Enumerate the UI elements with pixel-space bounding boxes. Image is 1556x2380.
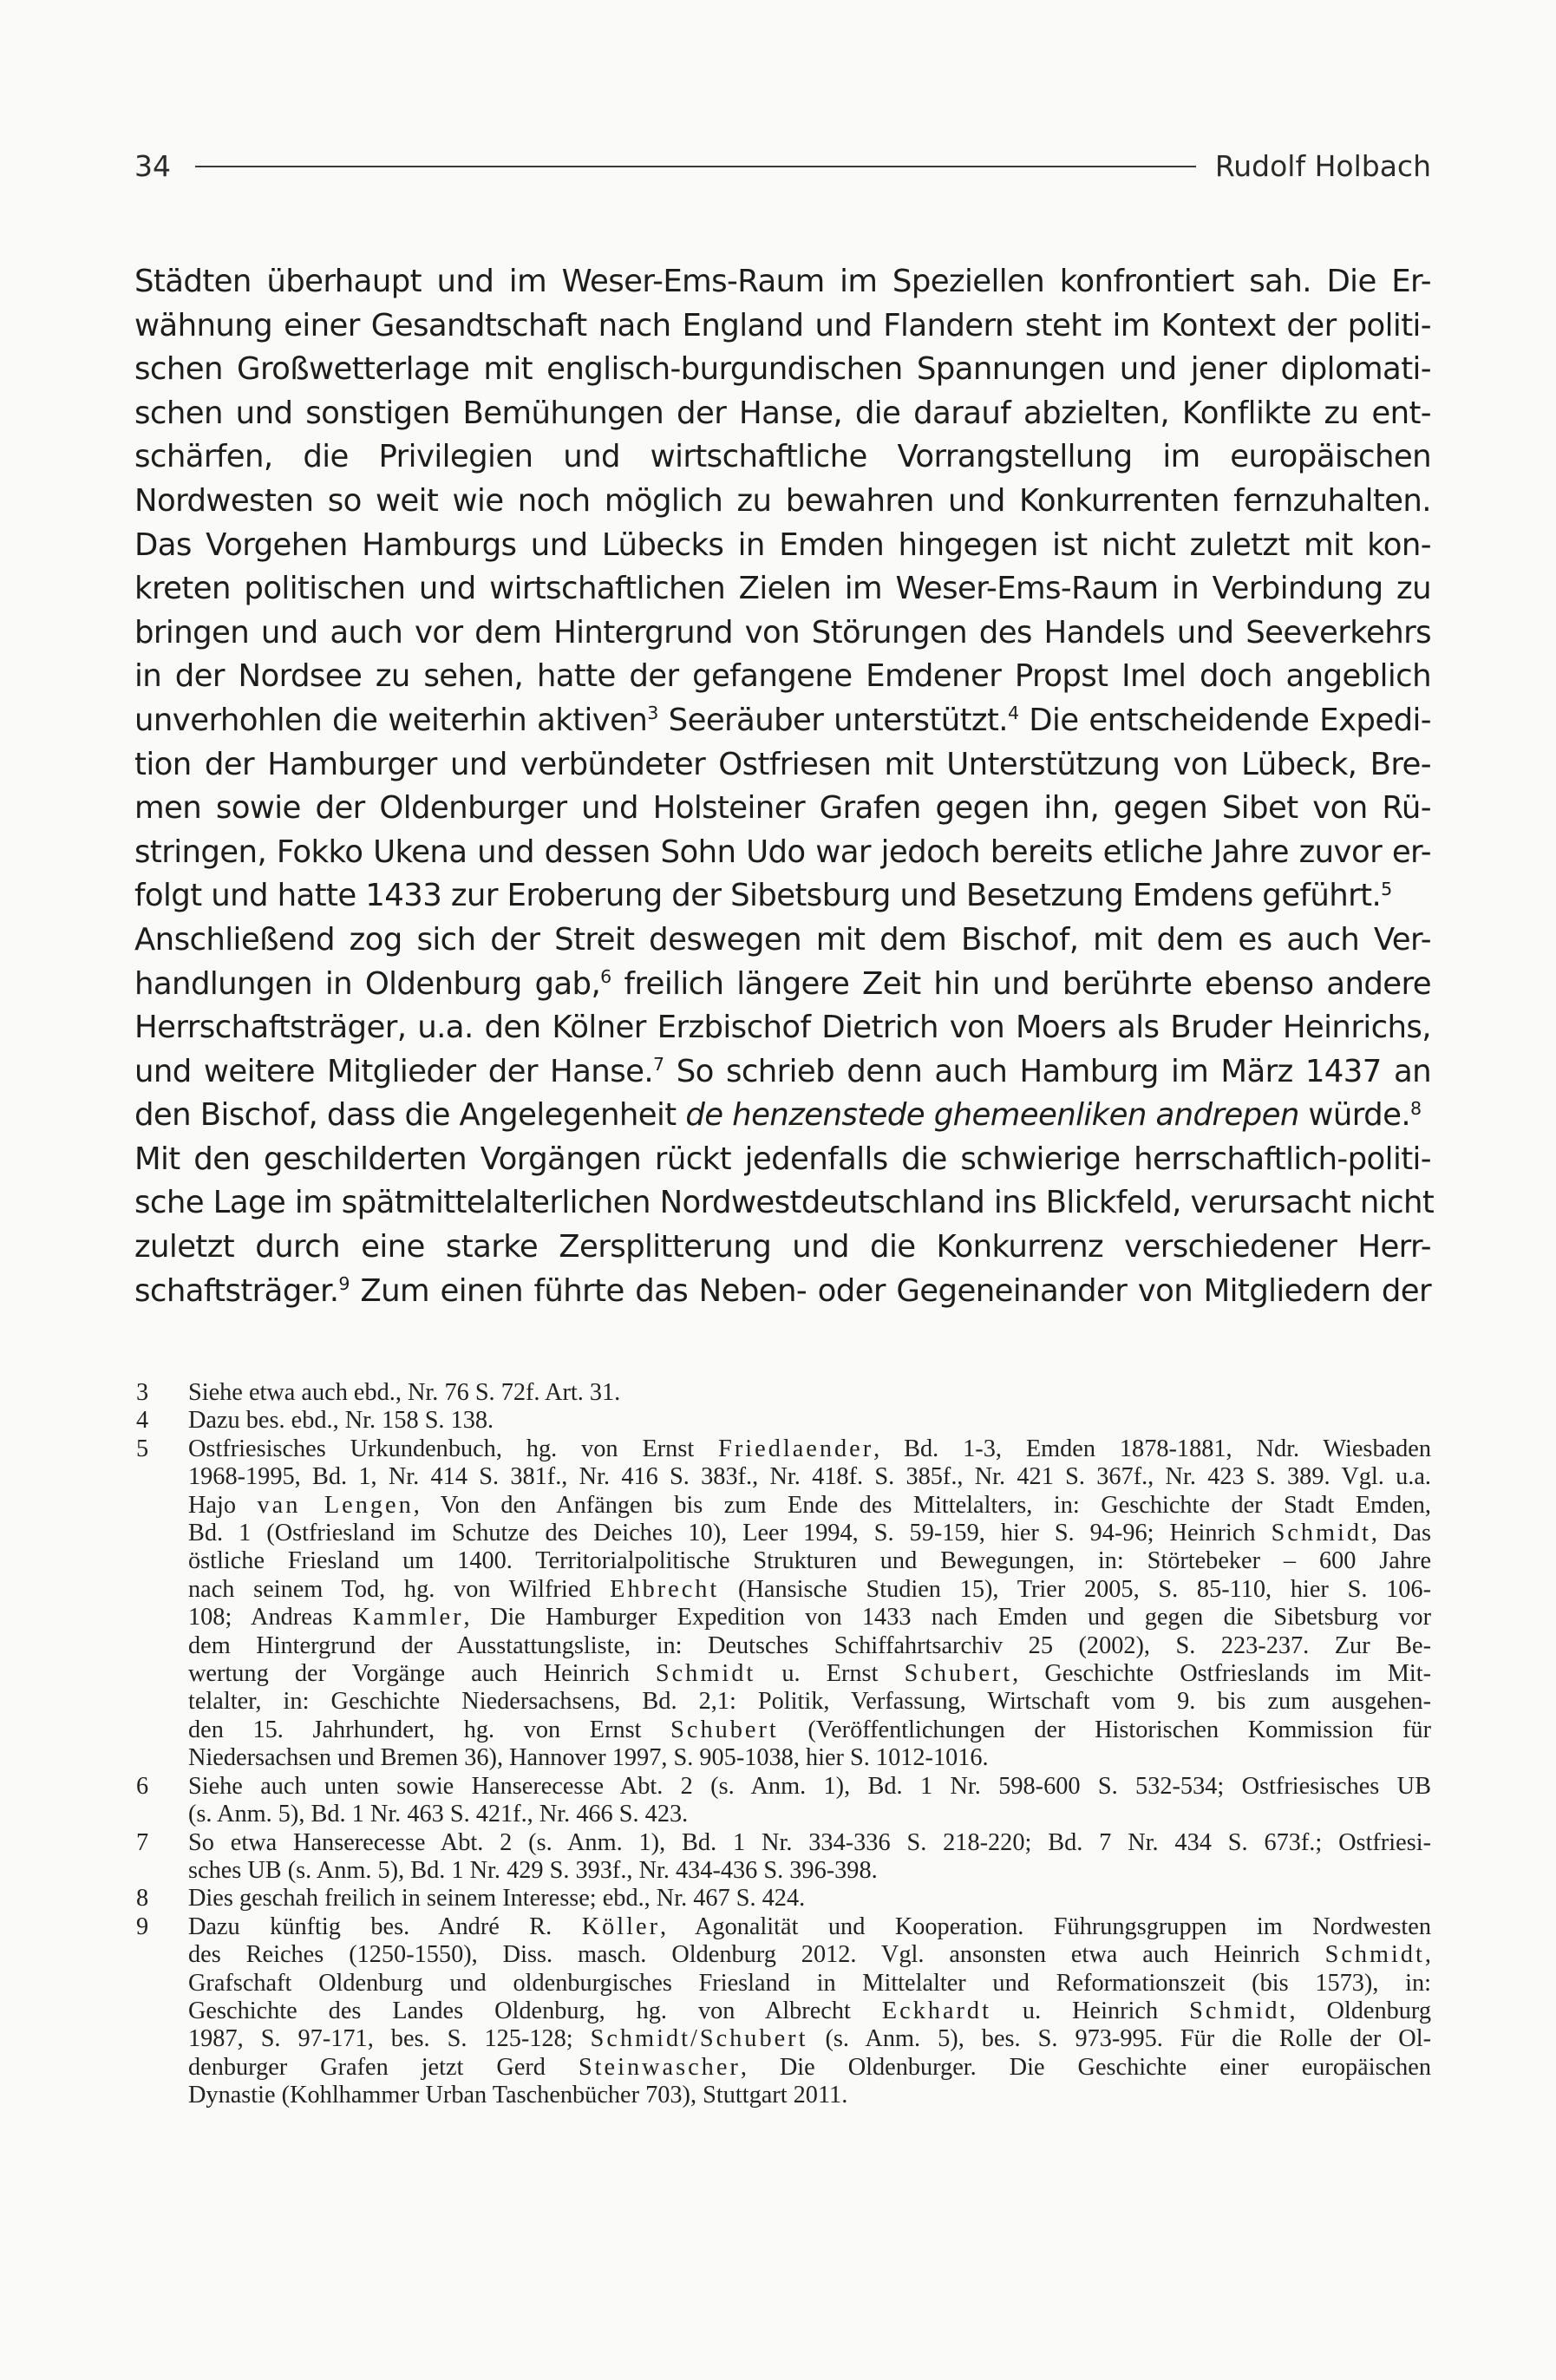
text-run: nach seinem Tod, hg. von Wilfried xyxy=(188,1575,611,1603)
text-line xyxy=(134,963,1431,1007)
text-run: schaftsträger. xyxy=(134,1272,339,1309)
footnote-ref-6[interactable]: 6 xyxy=(600,965,611,987)
footnote-line xyxy=(188,1435,1431,1463)
running-head-author: Rudolf Holbach xyxy=(1214,149,1431,183)
text-run: Zum einen führte das Neben- oder Gegeneinander von Mitgliedern der xyxy=(349,1272,1431,1309)
text-run: den 15. Jahrhundert, hg. von Ernst xyxy=(188,1716,671,1743)
text-line: Herrschaftsträger, u.a. den Kölner Erzbischof Dietrich von Moers als Bruder Heinrichs, xyxy=(134,1010,1431,1046)
text-run: u. Heinrich xyxy=(990,1997,1190,2024)
text-run: , Oldenburg xyxy=(1289,1997,1431,2024)
text-run: den Bischof, dass die Angelegenheit xyxy=(134,1097,686,1134)
footnote-line: Dynastie (Kohlhammer Urban Taschenbücher 703), Stuttgart 2011. xyxy=(188,2082,848,2109)
italic-quote: de henzenstede ghemeenliken andrepen xyxy=(685,1097,1299,1134)
footnote-5 xyxy=(134,1435,1431,1773)
text-run: 1987, S. 97-171, bes. S. 125-128; xyxy=(188,2025,591,2053)
footnote-line: telalter, in: Geschichte Niedersachsens, Bd. 2,1: Politik, Verfassung, Wirtschaft vom 9. bis zum ausgehen- xyxy=(188,1688,1431,1716)
text-line: stringen, Fokko Ukena und dessen Sohn Udo war jedoch bereits etliche Jahre zuvor er- xyxy=(134,834,1431,870)
text-run: , Bd. 1-3, Emden 1878-1881, Ndr. Wiesbaden xyxy=(873,1435,1432,1462)
footnote-line: Siehe etwa auch ebd., Nr. 76 S. 72f. Art. 31. xyxy=(188,1379,621,1406)
text-line xyxy=(134,1050,1431,1095)
author-name: Friedlaender xyxy=(718,1435,874,1462)
footnote-line: Siehe auch unten sowie Hanserecesse Abt. 2 (s. Anm. 1), Bd. 1 Nr. 598-600 S. 532-534; Ostfriesisches UB xyxy=(188,1772,1431,1800)
footnote-line: (s. Anm. 5), Bd. 1 Nr. 463 S. 421f., Nr. 466 S. 423. xyxy=(188,1801,689,1828)
text-line: Anschließend zog sich der Streit deswegen mit dem Bischof, mit dem es auch Ver- xyxy=(134,921,1431,958)
footnote-4 xyxy=(134,1407,1431,1435)
text-run: (s. Anm. 5), bes. S. 973-995. Für die Rolle der Ol- xyxy=(807,2025,1431,2053)
text-line: Mit den geschilderten Vorgängen rückt jedenfalls die schwierige herrschaftlich-politi- xyxy=(134,1141,1431,1177)
text-line: tion der Hamburger und verbündeter Ostfriesen mit Unterstützung von Lübeck, Bre- xyxy=(134,746,1431,782)
footnote-line xyxy=(188,1520,1431,1547)
author-name: Schubert xyxy=(670,1716,779,1743)
footnote-line xyxy=(188,1998,1431,2025)
footnote-line: Niedersachsen und Bremen 36), Hannover 1997, S. 905-1038, hier S. 1012-1016. xyxy=(188,1744,989,1772)
footnote-number: 8 xyxy=(136,1885,149,1912)
text-run: (Hansische Studien 15), Trier 2005, S. 85-110, hier S. 106- xyxy=(719,1575,1431,1603)
main-text xyxy=(134,260,1435,1313)
footnote-ref-4[interactable]: 4 xyxy=(1007,703,1019,724)
text-run: , Von den Anfängen bis zum Ende des Mittelalters, in: Geschichte der Stadt Emden, xyxy=(413,1491,1432,1519)
footnote-line: sches UB (s. Anm. 5), Bd. 1 Nr. 429 S. 393f., Nr. 434-436 S. 396-398. xyxy=(188,1856,878,1884)
footnote-ref-7[interactable]: 7 xyxy=(653,1053,664,1075)
text-line: sche Lage im spätmittelalterlichen Nordwestdeutschland ins Blickfeld, verursacht nicht xyxy=(134,1185,1435,1221)
text-line: schen und sonstigen Bemühungen der Hanse, die darauf abzielten, Konflikte zu ent- xyxy=(134,395,1431,431)
footnote-line: Grafschaft Oldenburg und oldenburgisches Friesland in Mittelalter und Reformationszeit (bis 1573), in: xyxy=(188,1969,1431,1997)
text-line xyxy=(134,1094,1431,1138)
text-line: bringen und auch vor dem Hintergrund von Störungen des Handels und Seeverkehrs xyxy=(134,614,1431,651)
footnote-line xyxy=(188,1941,1431,1969)
footnote-line: 1968-1995, Bd. 1, Nr. 414 S. 381f., Nr. 416 S. 383f., Nr. 418f. S. 385f., Nr. 421 S. 367f., Nr. 423 S. 389. Vgl. u.a. xyxy=(188,1463,1431,1491)
text-run: , Das xyxy=(1370,1520,1431,1547)
author-name: Schmidt xyxy=(1189,1997,1290,2024)
text-line: Das Vorgehen Hamburgs und Lübecks in Emden hingegen ist nicht zuletzt mit kon- xyxy=(134,526,1431,563)
text-run: Dazu künftig bes. André R. xyxy=(188,1912,582,1940)
text-run: So schrieb denn auch Hamburg im März 1437 an xyxy=(664,1053,1431,1089)
text-run: Bd. 1 (Ostfriesland im Schutze des Deiches 10), Leer 1994, S. 59-159, hier S. 94-96; Heinrich xyxy=(188,1520,1272,1547)
text-run: Geschichte des Landes Oldenburg, hg. von Albrecht xyxy=(188,1997,882,2024)
author-name: Schmidt xyxy=(655,1660,756,1688)
text-run: und weitere Mitglieder der Hanse. xyxy=(134,1053,654,1089)
footnote-line: Dies geschah freilich in seinem Interesse; ebd., Nr. 467 S. 424. xyxy=(188,1885,806,1912)
text-line: kreten politischen und wirtschaftlichen Zielen im Weser-Ems-Raum in Verbindung zu xyxy=(134,571,1431,607)
footnote-ref-9[interactable]: 9 xyxy=(338,1272,350,1294)
text-run: folgt und hatte 1433 zur Eroberung der Sibetsburg und Besetzung Emdens geführt. xyxy=(134,878,1382,914)
text-run: 108; Andreas xyxy=(188,1604,353,1631)
author-name: Schmidt xyxy=(1271,1520,1371,1547)
text-line: Nordwesten so weit wie noch möglich zu bewahren und Konkurrenten fernzuhalten. xyxy=(134,482,1431,519)
text-run: Hajo xyxy=(188,1491,258,1519)
footnote-ref-3[interactable]: 3 xyxy=(647,703,658,724)
text-run: , Agonalität und Kooperation. Führungsgruppen im Nordwesten xyxy=(660,1912,1431,1940)
footnote-line xyxy=(188,1913,1431,1941)
header-rule xyxy=(195,166,1196,167)
footnote-7 xyxy=(134,1829,1431,1886)
text-run: unverhohlen die weiterhin aktiven xyxy=(134,702,648,738)
footnote-number: 6 xyxy=(136,1772,149,1800)
text-run: , Die Oldenburger. Die Geschichte einer europäischen xyxy=(740,2053,1432,2081)
text-line xyxy=(134,699,1431,743)
author-name: Kammler xyxy=(352,1604,464,1631)
footnote-6 xyxy=(134,1773,1431,1829)
author-name: Eckhardt xyxy=(881,1997,991,2024)
text-line: men sowie der Oldenburger und Holsteiner Grafen gegen ihn, gegen Sibet von Rü- xyxy=(134,790,1431,827)
text-line: in der Nordsee zu sehen, hatte der gefangene Emdener Propst Imel doch angeblich xyxy=(134,658,1431,695)
footnote-line xyxy=(188,1660,1431,1688)
text-run: handlungen in Oldenburg gab, xyxy=(134,965,601,1002)
running-header xyxy=(134,149,1431,183)
footnote-line: östliche Friesland um 1400. Territorialpolitische Strukturen und Bewegungen, in: Störtebeker – 600 Jahre xyxy=(188,1547,1431,1575)
author-name: Steinwascher xyxy=(578,2053,741,2081)
author-name: Schubert xyxy=(904,1660,1013,1688)
text-line: zuletzt durch eine starke Zersplitterung und die Konkurrenz verschiedener Herr- xyxy=(134,1229,1431,1265)
footnote-line xyxy=(188,1576,1431,1604)
text-line xyxy=(134,874,1431,919)
footnote-number: 5 xyxy=(136,1435,149,1462)
footnote-ref-5[interactable]: 5 xyxy=(1381,878,1392,899)
footnote-9 xyxy=(134,1913,1431,2110)
text-line: Städten überhaupt und im Weser-Ems-Raum im Speziellen konfrontiert sah. Die Er- xyxy=(134,264,1431,299)
author-name: Schmidt xyxy=(1324,1941,1425,1969)
text-run: , Geschichte Ostfrieslands im Mit- xyxy=(1012,1660,1432,1688)
footnote-8 xyxy=(134,1885,1431,1912)
footnote-number: 3 xyxy=(136,1379,149,1406)
text-run: Seeräuber unterstützt. xyxy=(657,702,1008,738)
text-run: Die entscheidende Expedi- xyxy=(1018,702,1431,738)
text-run: , xyxy=(1424,1941,1431,1969)
footnote-line xyxy=(188,1716,1431,1744)
footnote-line xyxy=(188,1492,1431,1520)
footnote-number: 4 xyxy=(136,1407,149,1435)
page-number: 34 xyxy=(134,149,171,183)
author-name: van Lengen xyxy=(257,1491,414,1519)
text-run: würde. xyxy=(1298,1097,1410,1134)
text-run: freilich längere Zeit hin und berührte ebenso andere xyxy=(611,965,1431,1002)
footnote-line xyxy=(188,1604,1431,1631)
text-run: u. Ernst xyxy=(755,1660,905,1688)
footnote-line: dem Hintergrund der Ausstattungsliste, in: Deutsches Schiffahrtsarchiv 25 (2002), S. 223-237. Zur Be- xyxy=(188,1631,1431,1659)
text-run: wertung der Vorgänge auch Heinrich xyxy=(188,1660,656,1688)
text-run: denburger Grafen jetzt Gerd xyxy=(188,2053,579,2081)
footnote-line xyxy=(188,2025,1431,2053)
footnote-ref-8[interactable]: 8 xyxy=(1410,1097,1422,1119)
footnote-line xyxy=(188,2054,1431,2082)
footnote-3 xyxy=(134,1379,1431,1407)
text-run: , Die Hamburger Expedition von 1433 nach Emden und gegen die Sibetsburg vor xyxy=(463,1604,1431,1631)
author-name: Köller xyxy=(581,1912,660,1940)
footnote-number: 9 xyxy=(136,1912,149,1940)
text-line: schärfen, die Privilegien und wirtschaftliche Vorrangstellung im europäischen xyxy=(134,439,1431,475)
author-name: Schmidt/Schubert xyxy=(590,2025,808,2053)
footnote-line: So etwa Hanserecesse Abt. 2 (s. Anm. 1), Bd. 1 Nr. 334-336 S. 218-220; Bd. 7 Nr. 434 S. 673f.; Ostfriesi- xyxy=(188,1828,1431,1856)
text-run: Ostfriesisches Urkundenbuch, hg. von Ernst xyxy=(188,1435,719,1462)
text-line: schen Großwetterlage mit englisch-burgundischen Spannungen und jener diplomati- xyxy=(134,351,1431,388)
footnote-number: 7 xyxy=(136,1828,149,1856)
text-run: (Veröffentlichungen der Historischen Kommission für xyxy=(778,1716,1431,1743)
author-name: Ehbrecht xyxy=(610,1575,720,1603)
text-line: wähnung einer Gesandtschaft nach England und Flandern steht im Kontext der politi- xyxy=(134,307,1431,343)
footnote-line: Dazu bes. ebd., Nr. 158 S. 138. xyxy=(188,1407,494,1435)
footnotes xyxy=(134,1379,1431,2110)
text-line xyxy=(134,1270,1431,1314)
text-run: des Reiches (1250-1550), Diss. masch. Oldenburg 2012. Vgl. ansonsten etwa auch Heinrich xyxy=(188,1941,1325,1969)
